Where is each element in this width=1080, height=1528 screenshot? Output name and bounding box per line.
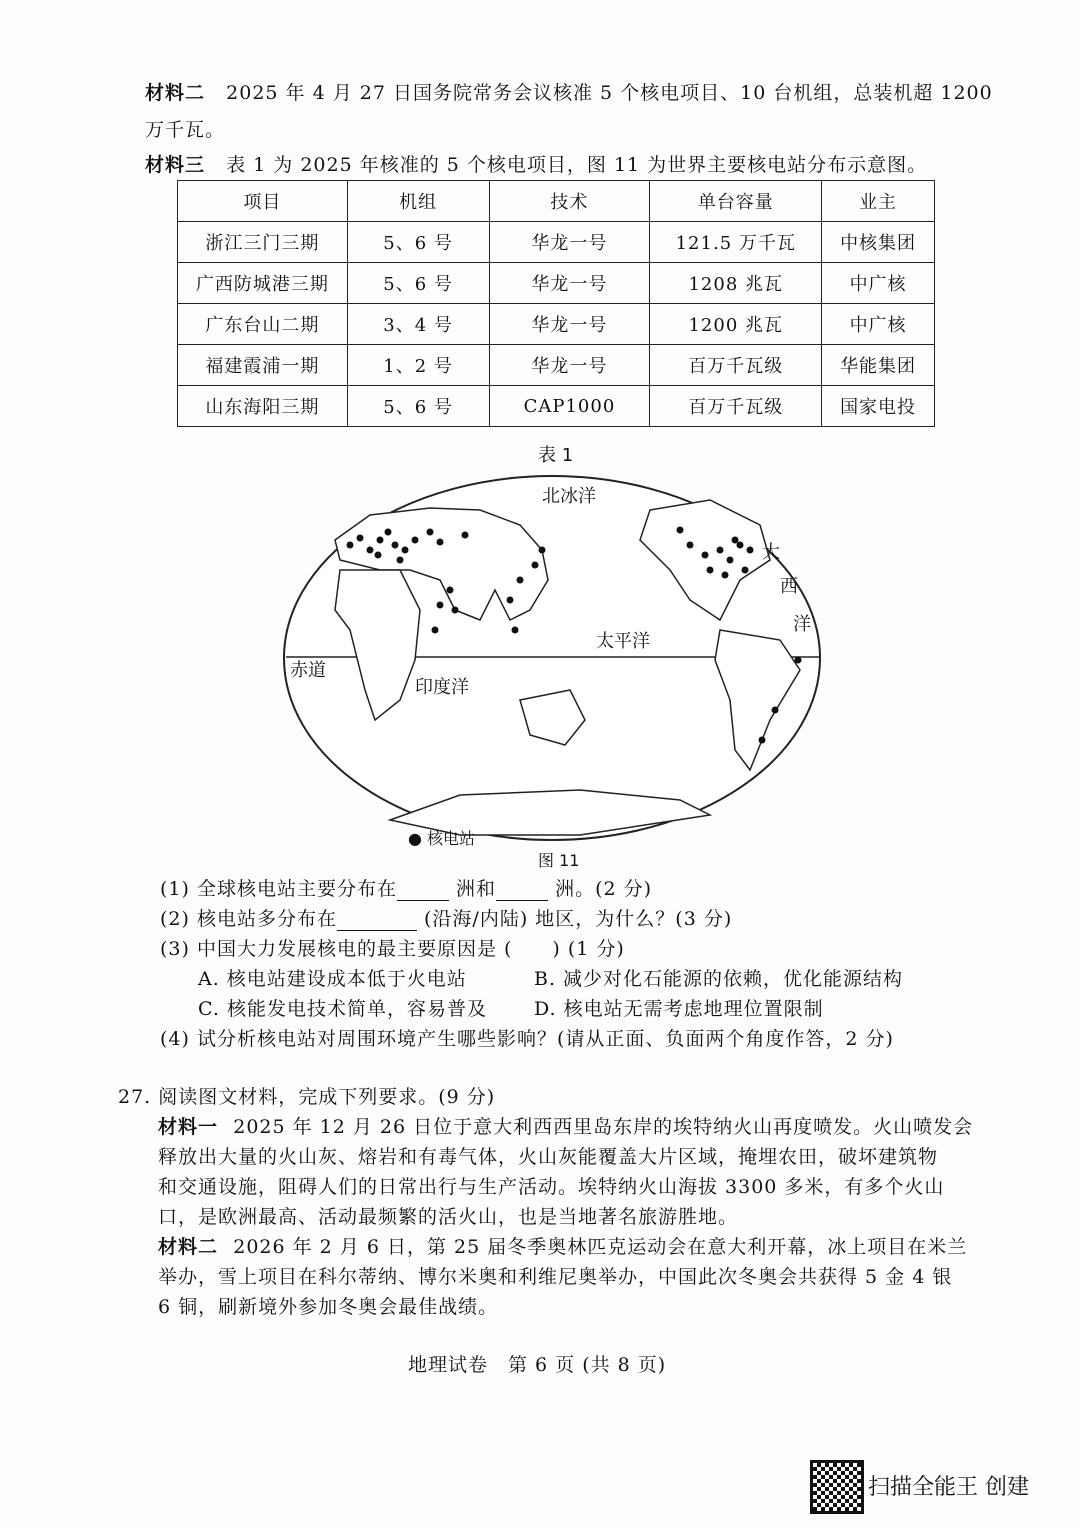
table-row: [178, 345, 935, 386]
nuclear-plant-dot: [397, 557, 404, 564]
nuclear-plant-dot: [727, 557, 734, 564]
scanner-watermark: 扫描全能王 创建: [868, 1475, 1029, 1500]
question-2: (2) 核电站多分布在 (沿海/内陆) 地区，为什么？(3 分): [160, 908, 733, 930]
map-legend: ● 核电站: [408, 829, 476, 848]
option-a: A. 核电站建设成本低于火电站: [198, 968, 467, 990]
nuclear-plant-dot: [795, 657, 802, 664]
table-row: [178, 263, 935, 304]
table-cell: 中广核: [822, 304, 935, 345]
table-cell: 中广核: [822, 263, 935, 304]
nuclear-plant-dot: [677, 527, 684, 534]
option-b: B. 减少对化石能源的依赖，优化能源结构: [534, 968, 904, 990]
label-atlantic-1: 大: [762, 542, 780, 563]
table-cell: 1200 兆瓦: [650, 304, 822, 345]
nuclear-plant-dot: [452, 607, 459, 614]
material-3-text: 表 1 为 2025 年核准的 5 个核电项目，图 11 为世界主要核电站分布示意图。: [226, 154, 928, 176]
table-cell: 3、4 号: [347, 304, 489, 345]
table-cell: 百万千瓦级: [650, 386, 822, 427]
nuclear-plant-dot: [687, 542, 694, 549]
table-cell: 5、6 号: [347, 222, 489, 263]
material-1-line: 口，是欧洲最高、活动最频繁的活火山，也是当地著名旅游胜地。: [158, 1206, 739, 1228]
material-2-text: 2025 年 4 月 27 日国务院常务会议核准 5 个核电项目、10 台机组，总装机超 1200: [226, 82, 993, 104]
table-cell: 5、6 号: [347, 386, 489, 427]
table-cell: 国家电投: [822, 386, 935, 427]
table-row: [178, 304, 935, 345]
nuclear-plant-dot: [447, 587, 454, 594]
table-caption: 表 1: [538, 445, 574, 466]
material-2-line-2: 万千瓦。: [145, 119, 226, 141]
table-cell: 业主: [822, 181, 935, 222]
nuclear-projects-table: [177, 180, 935, 427]
map-caption: 图 11: [538, 851, 580, 870]
label-atlantic-3: 洋: [793, 614, 811, 635]
material-2-line: 材料二 2026 年 2 月 6 日，第 25 届冬季奥林匹克运动会在意大利开幕，冰上项目在米兰: [158, 1236, 968, 1258]
table-cell: 华能集团: [822, 345, 935, 386]
material-1-line: 释放出大量的火山灰、熔岩和有毒气体，火山灰能覆盖大片区域，掩埋农田，破坏建筑物: [158, 1146, 939, 1168]
nuclear-plant-dot: [385, 529, 392, 536]
table-cell: 华龙一号: [489, 304, 650, 345]
table-cell: 福建霞浦一期: [178, 345, 348, 386]
label-atlantic-2: 西: [780, 576, 798, 597]
nuclear-plant-dot: [707, 567, 714, 574]
table-cell: 1、2 号: [347, 345, 489, 386]
material-1-line: 和交通设施，阻碍人们的日常出行与生产活动。埃特纳火山海拔 3300 多米，有多个火山: [158, 1176, 945, 1198]
nuclear-plant-dot: [367, 547, 374, 554]
table-cell: 浙江三门三期: [178, 222, 348, 263]
nuclear-plant-dot: [722, 572, 729, 579]
qr-code-icon: [810, 1460, 864, 1514]
nuclear-plant-dot: [717, 547, 724, 554]
table-cell: 机组: [347, 181, 489, 222]
page-footer: 地理试卷 第 6 页 (共 8 页): [408, 1354, 667, 1376]
nuclear-plant-dot: [377, 537, 384, 544]
nuclear-plant-dot: [392, 542, 399, 549]
material-2-line: 6 铜，刷新境外参加冬奥会最佳战绩。: [158, 1296, 499, 1318]
material-2-label: 材料二: [145, 82, 206, 104]
option-c: C. 核能发电技术简单，容易普及: [198, 998, 487, 1020]
table-cell: 广西防城港三期: [178, 263, 348, 304]
table-cell: 广东台山二期: [178, 304, 348, 345]
legend-label: 核电站: [427, 829, 476, 848]
table-cell: 1208 兆瓦: [650, 263, 822, 304]
question-1: (1) 全球核电站主要分布在 洲和 洲。(2 分): [160, 878, 653, 900]
table-cell: 百万千瓦级: [650, 345, 822, 386]
nuclear-plant-dot: [412, 537, 419, 544]
table-row: [178, 386, 935, 427]
table-cell: 华龙一号: [489, 345, 650, 386]
label-pacific-ocean: 太平洋: [596, 631, 650, 652]
nuclear-plant-dot: [539, 547, 546, 554]
table-cell: 单台容量: [650, 181, 822, 222]
nuclear-plant-dot: [347, 542, 354, 549]
table-cell: 121.5 万千瓦: [650, 222, 822, 263]
world-nuclear-map: [280, 470, 840, 850]
material-2-line-1: [145, 78, 993, 105]
option-d: D. 核电站无需考虑地理位置限制: [534, 998, 824, 1020]
table-cell: 山东海阳三期: [178, 386, 348, 427]
table-cell: CAP1000: [489, 386, 650, 427]
material-3-label: 材料三: [145, 154, 206, 176]
nuclear-plant-dot: [437, 539, 444, 546]
nuclear-plant-dot: [462, 532, 469, 539]
label-arctic-ocean: 北冰洋: [542, 486, 596, 507]
table-cell: 项目: [178, 181, 348, 222]
nuclear-plant-dot: [512, 627, 519, 634]
nuclear-plant-dot: [532, 562, 539, 569]
question-27-title: 27. 阅读图文材料，完成下列要求。(9 分): [118, 1086, 496, 1108]
nuclear-plant-dot: [432, 627, 439, 634]
nuclear-plant-dot: [357, 535, 364, 542]
label-equator: 赤道: [290, 660, 326, 681]
material-2-line: 举办，雪上项目在科尔蒂纳、博尔米奥和利维尼奥举办，中国此次冬奥会共获得 5 金 4 银: [158, 1266, 953, 1288]
question-3: (3) 中国大力发展核电的最主要原因是 ( ) (1 分): [160, 938, 625, 960]
nuclear-plant-dot: [772, 707, 779, 714]
table-cell: 华龙一号: [489, 222, 650, 263]
material-3-line: [145, 150, 927, 177]
question-4: (4) 试分析核电站对周围环境产生哪些影响？(请从正面、负面两个角度作答，2 分): [160, 1028, 894, 1050]
table-header-row: [178, 181, 935, 222]
table-cell: 5、6 号: [347, 263, 489, 304]
nuclear-plant-dot: [742, 567, 749, 574]
label-indian-ocean: 印度洋: [415, 677, 469, 698]
table-cell: 华龙一号: [489, 263, 650, 304]
nuclear-plant-dot: [375, 552, 382, 559]
nuclear-plant-dot: [732, 537, 739, 544]
table-cell: 中核集团: [822, 222, 935, 263]
nuclear-plant-dot: [759, 737, 766, 744]
nuclear-plant-dot: [737, 542, 744, 549]
nuclear-plant-dot: [427, 529, 434, 536]
nuclear-plant-dot: [747, 547, 754, 554]
table-cell: 技术: [489, 181, 650, 222]
nuclear-plant-dot: [402, 547, 409, 554]
nuclear-plant-dot: [702, 552, 709, 559]
nuclear-plant-dot: [517, 577, 524, 584]
table-row: [178, 222, 935, 263]
nuclear-plant-dot: [437, 602, 444, 609]
nuclear-plant-dot: [507, 597, 514, 604]
material-1-line: 材料一 2025 年 12 月 26 日位于意大利西西里岛东岸的埃特纳火山再度喷发。火山喷发会: [158, 1116, 974, 1138]
